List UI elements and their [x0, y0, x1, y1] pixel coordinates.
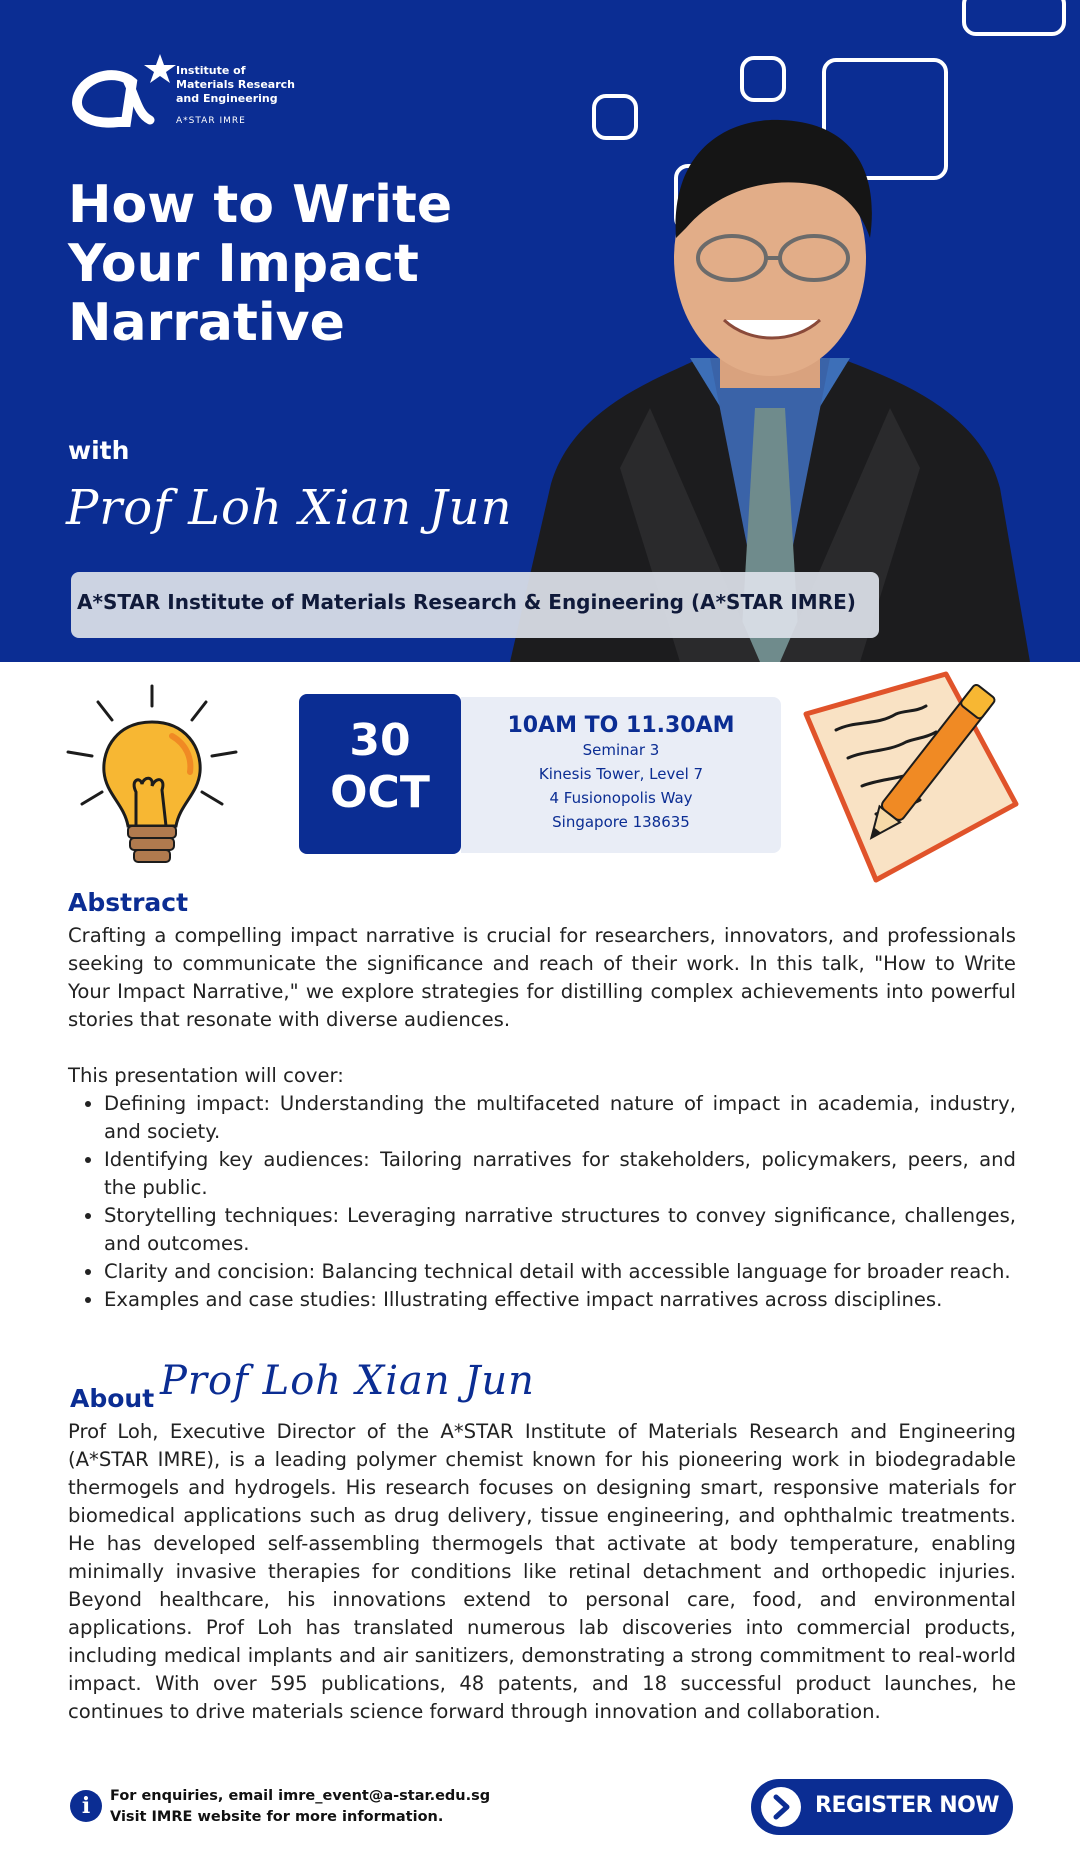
event-day: 30 [349, 715, 411, 766]
title-line: Narrative [68, 293, 345, 353]
website-note: Visit IMRE website for more information. [110, 1809, 444, 1825]
list-item: • Defining impact: Understanding the multifaceted nature of impact in academia, industry, and society. [104, 1090, 1016, 1146]
abstract-heading: Abstract [68, 888, 189, 917]
with-label: with [68, 436, 130, 465]
page-title [68, 176, 488, 353]
venue-line: 4 Fusionopolis Way [549, 789, 693, 807]
institution-banner [71, 572, 879, 638]
speaker-bio: Prof Loh, Executive Director of the A*STAR Institute of Materials Research and Engineering (A*STAR IMRE), is a leading polymer chemist known for his pioneering work in biodegradable thermogels and hydrogels. His research focuses on designing smart, responsive materials for biomedical applications such as drug delivery, tissue engineering, and ophthalmic treatments. He has developed self-assembling thermogels that activate at body temperature, enabling minimally invasive therapies for conditions like retinal detachment and orthopedic injuries. Beyond healthcare, his innovations extend to personal care, food, and environmental applications. Prof Loh has translated numerous lab discoveries into commercial products, including medical implants and air sanitizers, demonstrating a strong commitment to real-world impact. With over 595 publications, 48 patents, and 18 successful product launches, he continues to drive materials science forward through innovation and collaboration. [68, 1420, 1016, 1723]
event-month: OCT [330, 767, 430, 818]
lightbulb-icon [62, 680, 242, 880]
event-time: 10AM TO 11.30AM [507, 713, 735, 738]
info-icon: i [70, 1790, 102, 1822]
register-label: REGISTER NOW [815, 1793, 1000, 1818]
event-date-badge [299, 694, 461, 854]
decor-square [740, 56, 786, 102]
logo-wordmark [176, 64, 295, 106]
logo-line: and Engineering [176, 92, 278, 105]
footer-enquiries [110, 1786, 490, 1828]
venue-line: Seminar 3 [582, 741, 660, 759]
enquiry-email: For enquiries, email imre_event@a-star.edu.sg [110, 1788, 491, 1804]
arrow-right-icon [761, 1787, 801, 1827]
list-item: • Identifying key audiences: Tailoring narratives for stakeholders, policymakers, peers, and the public. [104, 1146, 1016, 1202]
abstract-paragraph: Crafting a compelling impact narrative is crucial for researchers, innovators, and professionals seeking to communicate the significance and reach of their work. In this talk, "How to Write Your Impact Narrative," we explore strategies for distilling complex achievements into powerful stories that resonate with diverse audiences. [68, 924, 1016, 1031]
paper-pen-icon [796, 634, 1028, 884]
event-details [461, 697, 781, 853]
title-line: Your Impact [68, 234, 419, 294]
list-item: • Storytelling techniques: Leveraging narrative structures to convey significance, challenges, and outcomes. [104, 1202, 1016, 1258]
speaker-name: Prof Loh Xian Jun [66, 480, 513, 536]
venue-line: Singapore 138635 [552, 813, 690, 831]
logo-line: Materials Research [176, 78, 295, 91]
abstract-intro: This presentation will cover: [68, 1064, 344, 1087]
venue-line: Kinesis Tower, Level 7 [538, 765, 704, 783]
institution-name: A*STAR Institute of Materials Research & Engineering (A*STAR IMRE) [77, 590, 856, 614]
list-item: • Clarity and concision: Balancing technical detail with accessible language for broader reach. [104, 1258, 1016, 1286]
title-line: How to Write [68, 175, 453, 235]
logo-subtitle: A*STAR IMRE [176, 116, 246, 126]
about-speaker-name: Prof Loh Xian Jun [160, 1358, 535, 1404]
register-button[interactable] [751, 1779, 1013, 1835]
about-heading: About [70, 1384, 155, 1413]
decor-square [962, 0, 1066, 36]
logo-line: Institute of [176, 64, 246, 77]
hero-banner [0, 0, 1080, 662]
topic-list [68, 1090, 1016, 1314]
list-item: • Examples and case studies: Illustrating effective impact narratives across disciplines. [104, 1286, 1016, 1314]
